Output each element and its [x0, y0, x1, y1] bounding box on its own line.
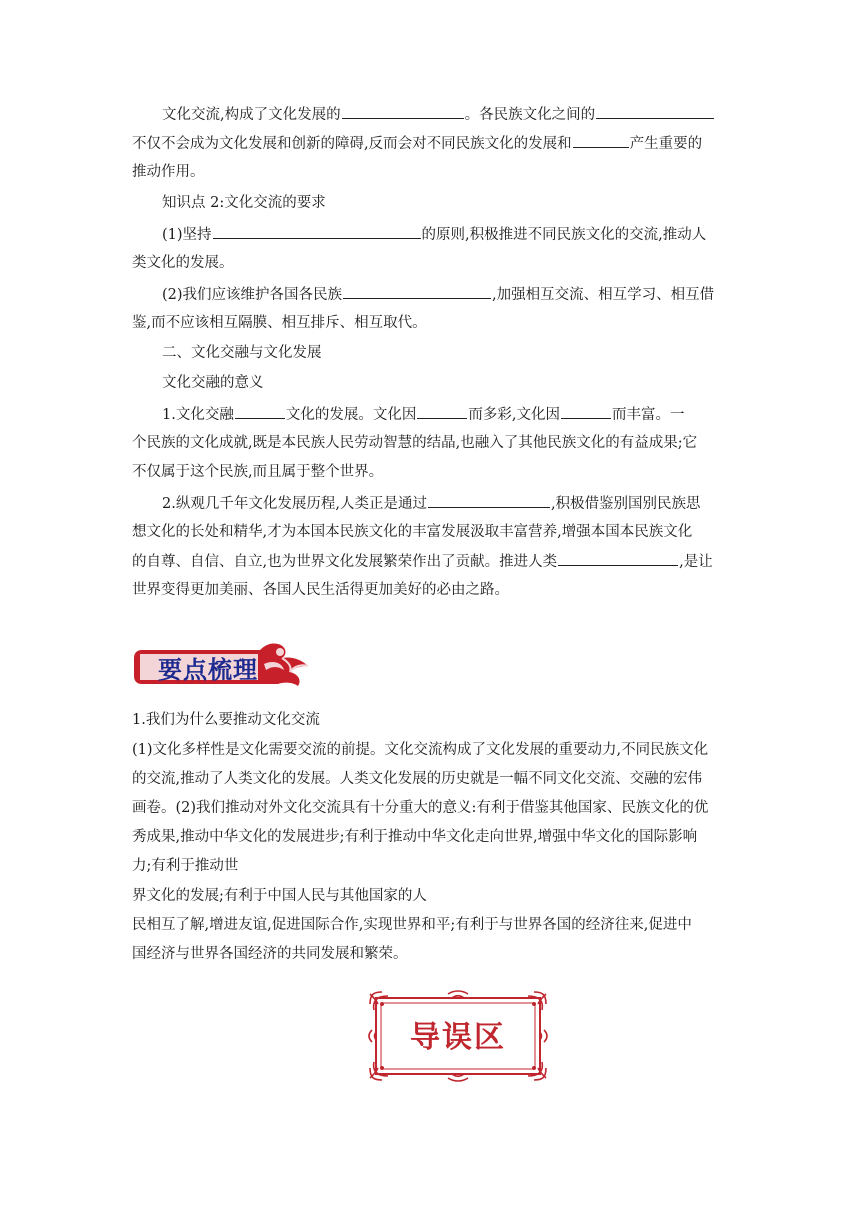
text: 产生重要的: [629, 136, 703, 152]
key-points-line-1: (1)文化多样性是文化需要交流的前提。文化交流构成了文化发展的重要动力,不同民族文化: [132, 742, 709, 758]
kp2-title: 知识点 2:文化交流的要求: [162, 195, 326, 211]
sec2-p2-line-1: [162, 493, 732, 514]
kp2-item-1-cont: 类文化的发展。: [132, 255, 234, 271]
kp2-item-2: [162, 284, 732, 305]
fill-blank[interactable]: [558, 551, 678, 566]
section-2-title: 二、文化交融与文化发展: [162, 345, 322, 361]
text: (2)我们应该维护各国各民族: [162, 287, 343, 303]
text: 1.文化交融: [162, 407, 234, 423]
text: 而丰富。一: [611, 407, 685, 423]
guide-frame: [368, 990, 548, 1082]
text: ,是让: [679, 554, 713, 570]
key-points-line-6: 界文化的发展;有利于中国人民与其他国家的人: [132, 888, 427, 904]
guide-title: 导误区: [410, 1020, 506, 1055]
fill-blank[interactable]: [417, 404, 467, 419]
text: 文化的发展。文化因: [285, 407, 417, 423]
text: ,加强相互交流、相互学习、相互借: [492, 287, 715, 303]
key-points-line-3: 画卷。(2)我们推动对外文化交流具有十分重大的意义:有利于借鉴其他国家、民族文化的优: [132, 800, 709, 816]
fill-blank[interactable]: [235, 404, 285, 419]
badge-title: 要点梳理: [158, 656, 258, 684]
key-points-line-2: 的交流,推动了人类文化的发展。人类文化发展的历史就是一幅不同文化交流、交融的宏伟: [132, 771, 703, 787]
key-points-heading: 1.我们为什么要推动文化交流: [132, 712, 320, 728]
key-points-line-8: 国经济与世界各国经济的共同发展和繁荣。: [132, 946, 408, 962]
fill-blank[interactable]: [343, 284, 491, 299]
sec2-p2-line-4: 世界变得更加美丽、各国人民生活得更加美好的必由之路。: [132, 582, 509, 598]
intro-line-1: [162, 104, 732, 125]
fill-blank[interactable]: [213, 224, 421, 239]
key-points-line-5: 力;有利于推动世: [132, 858, 239, 874]
sec2-p1-line-3: 不仅属于这个民族,而且属于整个世界。: [132, 464, 384, 480]
kp2-item-1: [162, 224, 732, 245]
text: 。各民族文化之间的: [464, 107, 596, 123]
text: 而多彩,文化因: [468, 407, 560, 423]
intro-line-3: 推动作用。: [132, 164, 205, 180]
kp2-item-2-cont: 鉴,而不应该相互隔膜、相互排斥、相互取代。: [132, 315, 427, 331]
text: 不仅不会成为文化发展和创新的障碍,反而会对不同民族文化的发展和: [132, 136, 572, 152]
sec2-p2-line-2: 想文化的长处和精华,才为本国本民族文化的丰富发展汲取丰富营养,增强本国本民族文化: [132, 524, 693, 540]
fill-blank[interactable]: [428, 493, 550, 508]
sec2-p2-line-3: [132, 551, 732, 572]
key-points-line-4: 秀成果,推动中华文化的发展进步;有利于推动中华文化走向世界,增强中华文化的国际影响: [132, 829, 698, 845]
text: 2.纵观几千年文化发展历程,人类正是通过: [162, 496, 427, 512]
text: (1)坚持: [162, 227, 212, 243]
fill-blank[interactable]: [573, 133, 629, 148]
key-points-line-7: 民相互了解,增进友谊,促进国际合作,实现世界和平;有利于与世界各国的经济往来,促进中: [132, 917, 692, 933]
fill-blank[interactable]: [342, 104, 464, 119]
text: ,积极借鉴别国别民族思: [550, 496, 701, 512]
key-points-badge: [132, 636, 316, 698]
fill-blank[interactable]: [561, 404, 611, 419]
text: 的原则,积极推进不同民族文化的交流,推动人: [421, 227, 707, 243]
fill-blank[interactable]: [596, 104, 714, 119]
text: 的自尊、自信、自立,也为世界文化发展繁荣作出了贡献。推进人类: [132, 554, 558, 570]
sec2-p1-line-1: [162, 404, 732, 425]
intro-line-2: [132, 133, 732, 154]
section-2-subtitle: 文化交融的意义: [162, 375, 264, 391]
text: 文化交流,构成了文化发展的: [162, 107, 341, 123]
sec2-p1-line-2: 个民族的文化成就,既是本民族人民劳动智慧的结晶,也融入了其他民族文化的有益成果;它: [132, 435, 698, 451]
